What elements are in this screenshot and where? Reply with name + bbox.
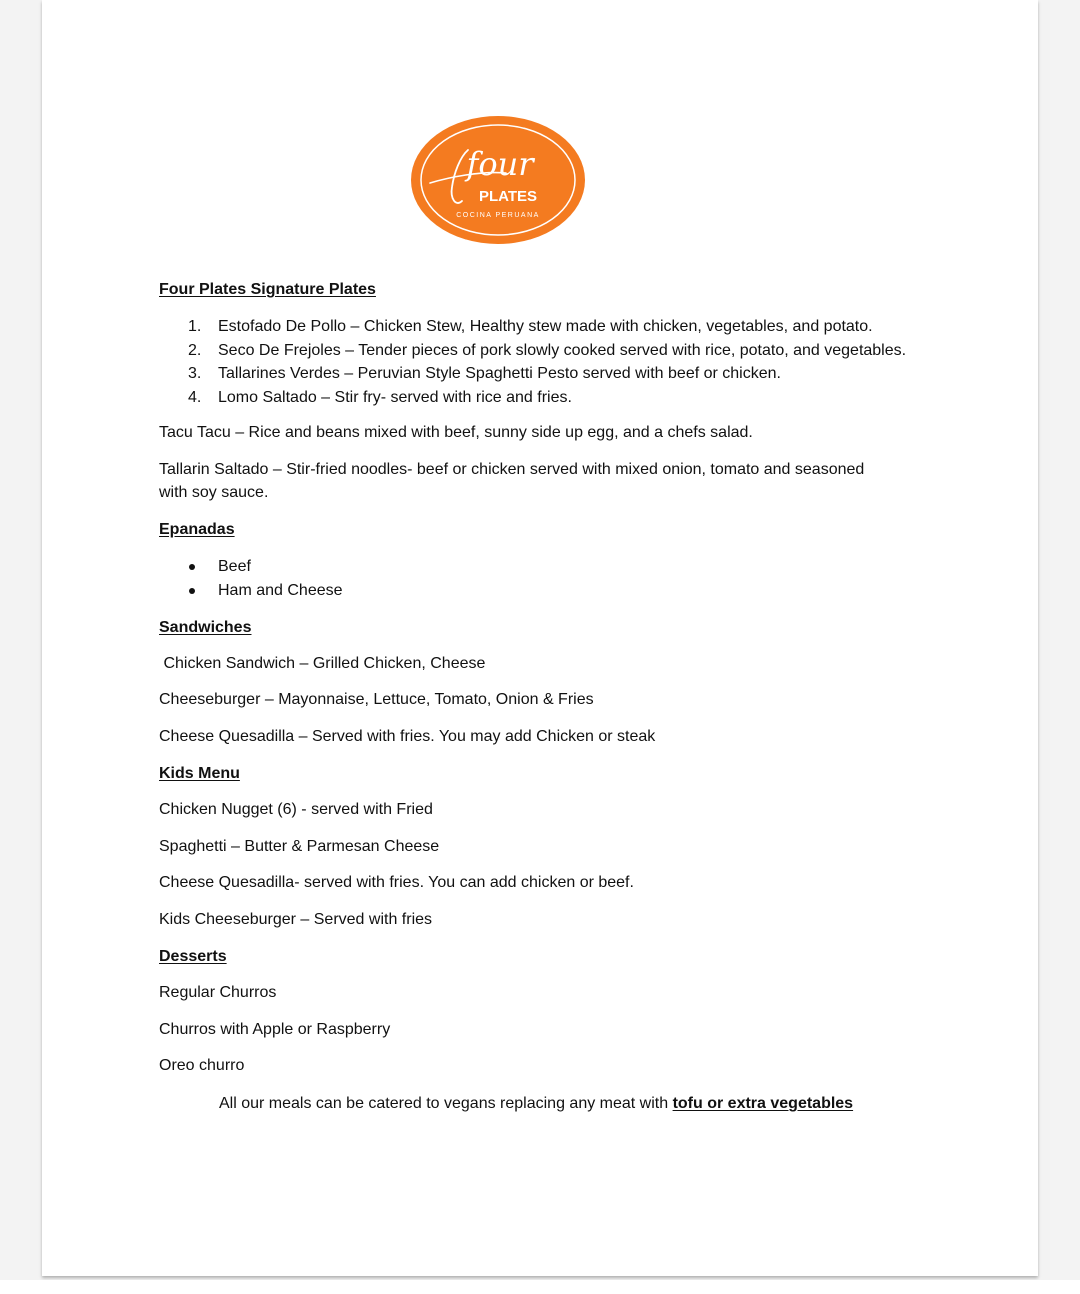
item-number: 4.: [188, 388, 202, 406]
dessert-item: Regular Churros: [159, 984, 277, 1002]
list-item: [159, 339, 929, 363]
list-item: [159, 386, 929, 410]
kids-menu-heading: Kids Menu: [159, 764, 240, 782]
dessert-item: Churros with Apple or Raspberry: [159, 1020, 391, 1038]
signature-list: [159, 315, 929, 409]
item-number: 2.: [188, 341, 202, 359]
bullet-icon: [189, 588, 195, 594]
list-item: [159, 315, 929, 339]
item-number: 1.: [188, 318, 202, 335]
vegan-note: [219, 1092, 853, 1115]
item-text: Tallarines Verdes – Peruvian Style Spaghetti Pesto served with beef or chicken.: [218, 365, 781, 383]
logo-tagline: COCINA PERUANA: [456, 212, 540, 219]
list-item: [159, 555, 929, 579]
dessert-item: Oreo churro: [159, 1057, 245, 1075]
kids-item: Kids Cheeseburger – Served with fries: [159, 910, 433, 928]
tallarin-line-1: Tallarin Saltado – Stir-fried noodles- beef or chicken served with mixed onion, tomato and seasoned: [159, 461, 865, 479]
item-text: Beef: [218, 558, 251, 576]
signature-heading: Four Plates Signature Plates: [159, 281, 376, 298]
item-number: 3.: [188, 365, 202, 383]
item-text: Estofado De Pollo – Chicken Stew, Healthy stew made with chicken, vegetables, and potato.: [218, 318, 873, 335]
kids-item: Chicken Nugget (6) - served with Fried: [159, 801, 433, 819]
sandwich-item: Cheese Quesadilla – Served with fries. You may add Chicken or steak: [159, 727, 656, 745]
vegan-note-text: All our meals can be catered to vegans replacing any meat with: [219, 1095, 673, 1112]
item-text: Seco De Frejoles – Tender pieces of pork slowly cooked served with rice, potato, and vegetables.: [218, 341, 907, 359]
tallarin-line-2: with soy sauce.: [159, 484, 269, 502]
menu-content: [159, 278, 929, 1077]
sandwich-item: Cheeseburger – Mayonnaise, Lettuce, Tomato, Onion & Fries: [159, 691, 594, 709]
desserts-heading: Desserts: [159, 947, 227, 965]
page-bottom-band: [0, 1280, 1080, 1294]
item-text: Ham and Cheese: [218, 581, 343, 599]
sandwiches-heading: Sandwiches: [159, 618, 252, 636]
sandwich-item: Chicken Sandwich – Grilled Chicken, Cheese: [159, 654, 486, 672]
item-text: Lomo Saltado – Stir fry- served with rice and fries.: [218, 388, 572, 406]
kids-item: Cheese Quesadilla- served with fries. You can add chicken or beef.: [159, 874, 634, 892]
bullet-icon: [189, 564, 195, 570]
list-item: [159, 579, 929, 603]
logo-script-word: four: [466, 145, 534, 183]
vegan-note-emphasis: tofu or extra vegetables: [672, 1095, 854, 1112]
four-plates-logo: [410, 115, 586, 245]
empanadas-list: [159, 555, 929, 602]
kids-item: Spaghetti – Butter & Parmesan Cheese: [159, 837, 440, 855]
logo-word: PLATES: [478, 188, 538, 205]
empanadas-heading: Epanadas: [159, 521, 235, 539]
list-item: [159, 362, 929, 386]
tacu-tacu-item: Tacu Tacu – Rice and beans mixed with beef, sunny side up egg, and a chefs salad.: [159, 424, 753, 442]
